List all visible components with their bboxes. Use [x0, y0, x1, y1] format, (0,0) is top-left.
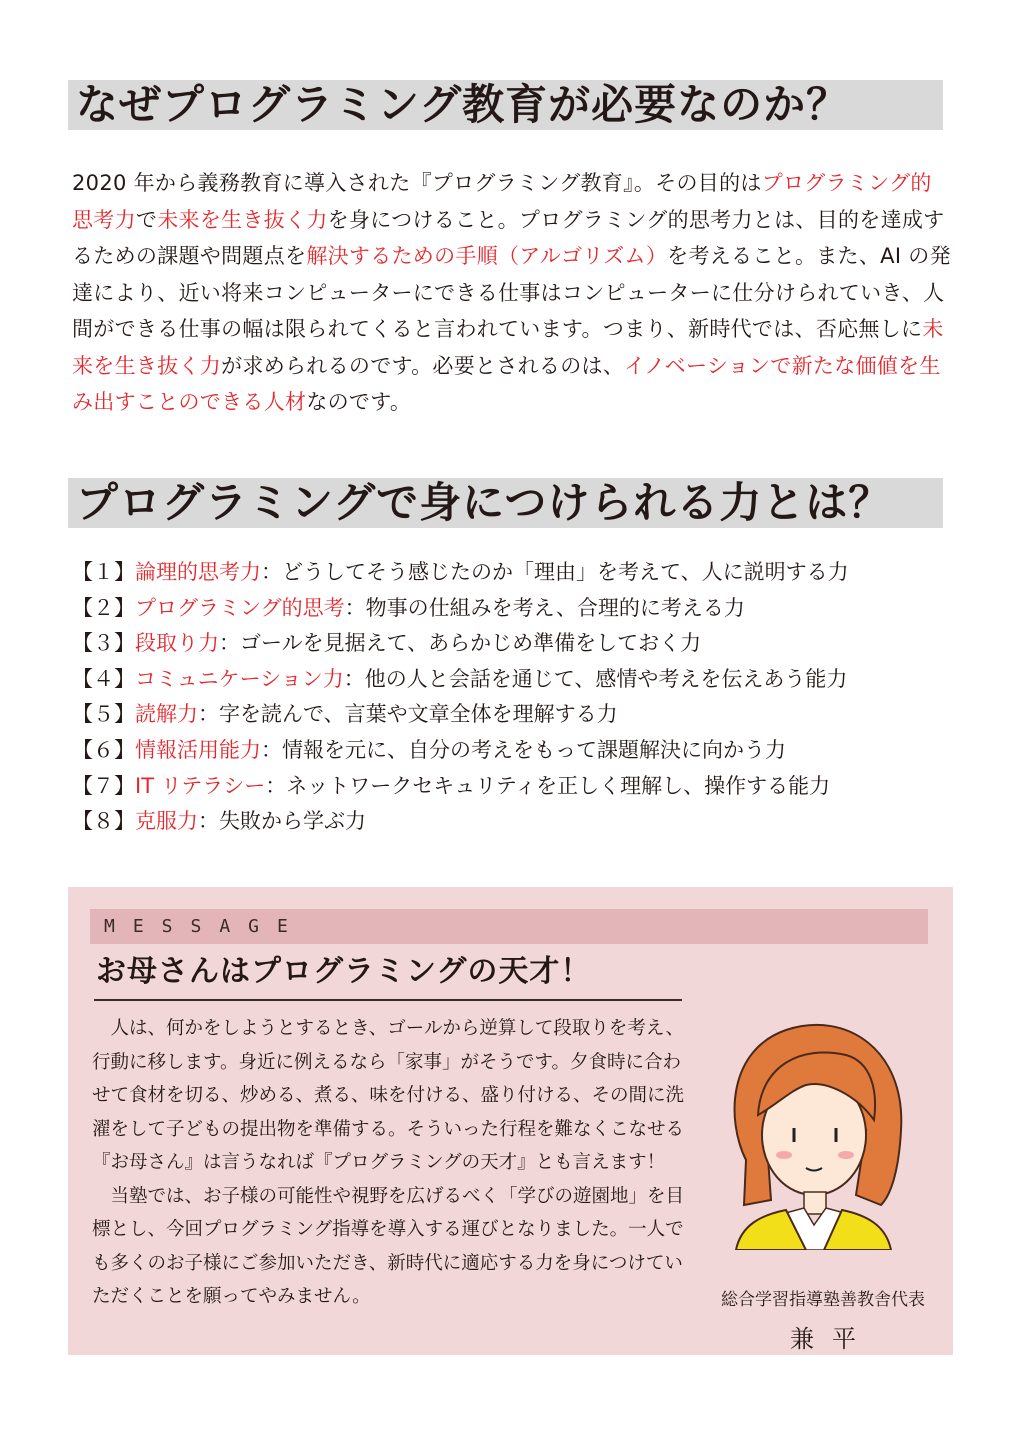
- signature-name: 兼平: [790, 1325, 874, 1353]
- body-text: を考えること。また、AI の発達により、近い将来コンピューターにできる仕事はコンピューターに仕分けられていき、人間ができる仕事の幅は限られてくると言われています。つまり、新時代では、否応無しに: [72, 244, 951, 341]
- skill-item: [72, 804, 962, 840]
- skill-number: 【２】: [72, 595, 135, 620]
- skill-number: 【１】: [72, 560, 135, 584]
- body-text: 2020 年から義務教育に導入された『プログラミング教育』。その目的は: [72, 171, 762, 195]
- skill-description: ：物事の仕組みを考え、合理的に考える力: [344, 595, 745, 620]
- skill-description: ：どうしてそう感じたのか「理由」を考えて、人に説明する力: [261, 560, 849, 584]
- body-text: を身につけること。プログラミング的思考力とは、目的を達成するための課題や問題点を: [72, 207, 945, 268]
- signature-title: 総合学習指導塾善教舎代表: [721, 1290, 925, 1310]
- highlight-text: 解決するための手順（アルゴリズム）: [306, 244, 668, 268]
- highlight-text: プログラミング的思考力: [72, 171, 932, 232]
- message-label: MESSAGE: [90, 909, 928, 944]
- title-underline: [94, 999, 682, 1001]
- skill-item: [72, 697, 962, 733]
- skill-item: [72, 769, 962, 805]
- body-text: が求められるのです。必要とされるのは、: [221, 353, 625, 378]
- skill-term: 克服力: [135, 809, 198, 834]
- section2-heading: プログラミングで身につけられる力とは？: [68, 478, 943, 528]
- skill-term: 論理的思考力: [135, 560, 261, 584]
- skill-term: コミュニケーション力: [135, 666, 344, 691]
- message-paragraph: 当塾では、お子様の可能性や視野を広げるべく「学びの遊園地」を目標とし、今回プログラミング指導を導入する運びとなりました。一人でも多くのお子様にご参加いただき、新時代に適応する力を身につけていただくことを願ってやみません。: [92, 1185, 685, 1307]
- skill-number: 【５】: [72, 702, 135, 727]
- intro-paragraph: [72, 165, 952, 421]
- skill-item: [72, 626, 962, 662]
- message-body: [92, 1012, 692, 1314]
- skill-term: 読解力: [135, 702, 198, 727]
- highlight-text: 未来を生き抜く力: [157, 207, 328, 232]
- skills-list: [72, 555, 962, 840]
- skill-description: ：ネットワークセキュリティを正しく理解し、操作する能力: [265, 773, 831, 798]
- skill-term: IT リテラシー: [135, 773, 266, 798]
- skill-term: プログラミング的思考: [135, 595, 345, 620]
- skill-item: [72, 662, 962, 698]
- skill-description: ：ゴールを見据えて、あらかじめ準備をしておく力: [219, 631, 702, 656]
- message-paragraph: 人は、何かをしようとするとき、ゴールから逆算して段取りを考え、行動に移します。身近に例えるなら「家事」がそうです。夕食時に合わせて食材を切る、炒める、煮る、味を付ける、盛り付ける、その間に洗濯をして子どもの提出物を準備する。そういった行程を難なくこなせる『お母さん』は言うなれば『プログラミングの天才』とも言えます！: [92, 1018, 685, 1173]
- skill-description: ：失敗から学ぶ力: [198, 809, 366, 834]
- skill-item: [72, 555, 962, 591]
- section1-heading: なぜプログラミング教育が必要なのか？: [68, 80, 943, 130]
- teacher-illustration: [706, 1010, 921, 1250]
- highlight-text: 未来を生き抜く力: [72, 317, 944, 378]
- skill-number: 【３】: [72, 631, 135, 656]
- skill-description: ：字を読んで、言葉や文章全体を理解する力: [198, 702, 618, 727]
- skill-term: 情報活用能力: [135, 737, 261, 762]
- skill-number: 【６】: [72, 737, 135, 762]
- skill-item: [72, 733, 962, 769]
- body-text: なのです。: [306, 390, 412, 414]
- body-text: で: [135, 207, 158, 232]
- skill-number: 【４】: [72, 666, 135, 691]
- skill-number: 【８】: [72, 809, 135, 834]
- message-title: お母さんはプログラミングの天才！: [96, 954, 592, 989]
- skill-term: 段取り力: [135, 631, 219, 656]
- skill-description: ：他の人と会話を通じて、感情や考えを伝えあう能力: [343, 666, 848, 691]
- highlight-text: イノベーションで新たな価値を生み出すことのできる人材: [72, 353, 941, 414]
- skill-item: [72, 591, 962, 627]
- skill-description: ：情報を元に、自分の考えをもって課題解決に向かう力: [261, 737, 786, 762]
- skill-number: 【７】: [72, 773, 135, 798]
